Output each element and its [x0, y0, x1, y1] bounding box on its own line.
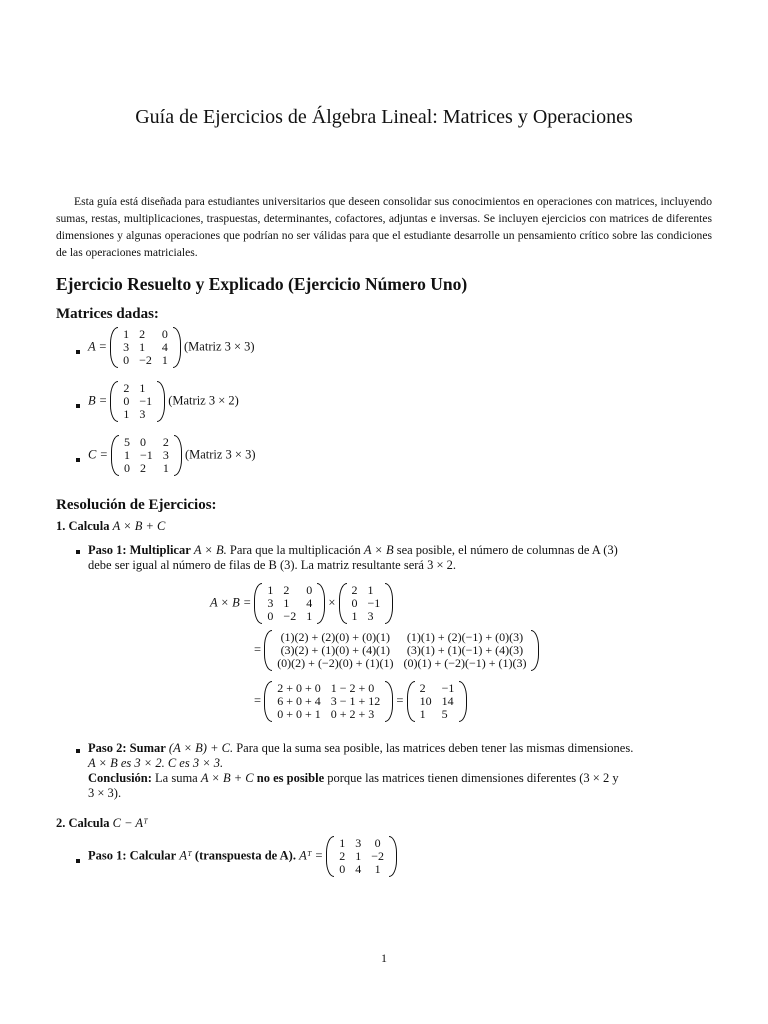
conclusion-line2: 3 × 3). [88, 786, 122, 800]
right-paren [385, 681, 393, 722]
matrix-cell: 1 [124, 448, 131, 462]
matrix-cell: 1 [419, 707, 426, 721]
matrix-a-label: A = [88, 339, 107, 354]
matrix-cell: 3 [123, 340, 130, 354]
bullet-icon [76, 749, 80, 753]
right-paren [174, 435, 182, 476]
left-paren [111, 435, 119, 476]
matrix-cell: −1 [367, 596, 381, 610]
eq-row-2 [254, 631, 539, 670]
matrix-cell: −2 [283, 609, 297, 623]
equals-sign: = [254, 693, 262, 708]
matrix-cell: 1 [161, 353, 168, 367]
matrix-cell: 1 [162, 461, 169, 475]
ex1-step2-line2: A × B es 3 × 2. C es 3 × 3. [88, 756, 224, 770]
exercise-1-expr: A × B + C [112, 519, 166, 533]
matrix-cell: 10 [419, 694, 432, 708]
matrix-c [111, 436, 182, 475]
matrix-c-note: (Matriz 3 × 3) [184, 447, 256, 462]
right-paren [157, 381, 165, 422]
matrix-cell: 1 [374, 862, 381, 876]
matrix-cell: 5 [441, 707, 448, 721]
equals-sign: = [396, 693, 404, 708]
matrix-cell: 1 [351, 609, 358, 623]
ex1-step2 [88, 741, 718, 801]
matrix-cell: 1 [367, 583, 374, 597]
ex1-step2-label: Paso 2: Sumar [88, 741, 166, 755]
conclusion-expr: A × B + C [200, 771, 254, 785]
matrix-cell: 0 [267, 609, 274, 623]
equals-sign: = [254, 642, 262, 657]
left-paren [264, 630, 272, 671]
left-paren [339, 583, 347, 624]
matrix-b-label: B = [88, 393, 108, 408]
matrix-cell: 0 [140, 435, 147, 449]
eq-lhs: A × B = [210, 595, 252, 610]
left-paren [264, 681, 272, 722]
matrix-b-item [88, 382, 239, 421]
ex2-lhs: Aᵀ = [299, 848, 324, 863]
matrix-cell: 1 [283, 596, 290, 610]
matrix-a-transpose [326, 837, 397, 876]
matrix-cell: 2 [162, 435, 169, 449]
right-paren [531, 630, 539, 671]
bullet-icon [76, 859, 80, 863]
matrix-cell: 2 [139, 327, 146, 341]
right-paren [385, 583, 393, 624]
matrix-c-label: C = [88, 447, 108, 462]
eq-row-3 [254, 682, 467, 721]
matrix-cell: 3 [267, 596, 274, 610]
exercise-2-expr: C − Aᵀ [112, 816, 148, 830]
eq-matrix-b [339, 584, 394, 623]
matrix-cell: 0 [123, 353, 130, 367]
ex1-step2-text: Para que la suma sea posible, las matrices deben tener las mismas dimensiones. [236, 741, 634, 755]
matrix-cell: 2 [123, 381, 130, 395]
matrix-b-note: (Matriz 3 × 2) [168, 393, 239, 408]
eq-matrix-a [254, 584, 325, 623]
matrix-cell: 4 [161, 340, 168, 354]
matrix-cell: 4 [355, 862, 362, 876]
page-number: 1 [381, 951, 387, 965]
ex2-step1-label: Paso 1: Calcular [88, 848, 177, 863]
ex1-step1-text-expr: A × B [363, 543, 394, 557]
matrix-cell: 2 [351, 583, 358, 597]
matrix-cell: 1 [123, 327, 130, 341]
conclusion-text-b: porque las matrices tienen dimensiones diferentes (3 × 2 y [327, 771, 619, 785]
matrix-cell: 2 [339, 849, 346, 863]
eq-matrix-expanded [264, 631, 539, 670]
bullet-icon [76, 458, 80, 462]
right-paren [317, 583, 325, 624]
matrix-cell: 0 + 0 + 1 [277, 707, 321, 721]
matrix-cell: 1 [355, 849, 362, 863]
ex2-step1 [88, 837, 397, 876]
left-paren [326, 836, 334, 877]
matrix-cell: 3 [367, 609, 374, 623]
matrix-cell: 1 − 2 + 0 [330, 681, 375, 695]
matrix-cell: (1)(1) + (2)(−1) + (0)(3) [406, 630, 524, 644]
right-paren [389, 836, 397, 877]
matrix-cell: (3)(1) + (1)(−1) + (4)(3) [406, 643, 524, 657]
matrix-cell: 0 [124, 461, 131, 475]
matrix-cell: (1)(2) + (2)(0) + (0)(1) [280, 630, 391, 644]
ex1-step1 [88, 543, 718, 573]
matrix-cell: 14 [441, 694, 454, 708]
ex1-step1-expr: A × B. [193, 543, 227, 557]
matrix-cell: 0 [161, 327, 168, 341]
right-paren [173, 327, 181, 368]
document-title: Guía de Ejercicios de Álgebra Lineal: Matrices y Operaciones [135, 106, 633, 128]
right-paren [459, 681, 467, 722]
matrix-a [110, 328, 181, 367]
resolution-heading: Resolución de Ejercicios: [56, 497, 217, 513]
matrix-cell: 1 [139, 340, 146, 354]
matrix-cell: 1 [139, 381, 146, 395]
left-paren [407, 681, 415, 722]
matrix-cell: 3 [355, 836, 362, 850]
matrix-a-item [88, 328, 255, 367]
section-title: Ejercicio Resuelto y Explicado (Ejercicio Número Uno) [56, 274, 468, 294]
matrix-cell: 0 [374, 836, 381, 850]
matrix-cell: 0 [123, 394, 130, 408]
matrix-cell: −1 [441, 681, 455, 695]
eq-matrix-summed [264, 682, 393, 721]
matrix-cell: 2 [419, 681, 426, 695]
matrix-cell: 0 [339, 862, 346, 876]
ex2-step1-expr: Aᵀ [179, 848, 192, 863]
conclusion-bold: no es posible [256, 771, 325, 785]
times-sign: × [328, 595, 336, 610]
ex2-step1-tail: (transpuesta de A). [194, 848, 296, 863]
matrix-cell: 6 + 0 + 4 [277, 694, 321, 708]
matrix-cell: −1 [139, 394, 153, 408]
matrix-cell: 0 + 2 + 3 [330, 707, 375, 721]
left-paren [110, 327, 118, 368]
matrix-cell: 3 [139, 407, 146, 421]
exercise-2-number: 2. Calcula [56, 816, 110, 830]
matrix-cell: 1 [339, 836, 346, 850]
ex1-step2-expr: (A × B) + C. [168, 741, 234, 755]
eq-matrix-result [407, 682, 468, 721]
ex1-step1-line2: debe ser igual al número de filas de B (3). La matriz resultante será 3 × 2. [88, 558, 457, 572]
matrix-cell: 1 [267, 583, 274, 597]
eq-row-1 [210, 584, 393, 623]
bullet-icon [76, 550, 80, 554]
matrix-cell: 4 [306, 596, 313, 610]
matrix-cell: 3 − 1 + 12 [330, 694, 381, 708]
ex1-step1-text: Para que la multiplicación [229, 543, 361, 557]
exercise-1-heading [56, 519, 165, 534]
matrix-cell: 2 [283, 583, 290, 597]
matrix-cell: 0 [351, 596, 358, 610]
matrix-cell: −1 [140, 448, 153, 462]
matrix-cell: (3)(2) + (1)(0) + (4)(1) [280, 643, 391, 657]
conclusion-text-a: La suma [155, 771, 198, 785]
conclusion-label: Conclusión: [88, 771, 152, 785]
matrix-cell: −2 [139, 353, 152, 367]
matrix-c-item [88, 436, 256, 475]
abstract-paragraph: Esta guía está diseñada para estudiantes universitarios que deseen consolidar sus conocimientos en operaciones con matrices, incluyendo sumas, restas, multiplicaciones, traspuestas, determinantes, cofactores, adjuntas e inversas. Se incluyen ejercicios con matrices de diferentes dimensiones y algunas operaciones que podrían no ser válidas para que el estudiante desarrolle un pensamiento crítico sobre las condiciones de las operaciones matriciales. [56, 195, 712, 259]
left-paren [110, 381, 118, 422]
matrix-cell: 5 [124, 435, 131, 449]
matrix-cell: 1 [306, 609, 313, 623]
ex1-step1-text-b: sea posible, el número de columnas de A (3) [396, 543, 618, 557]
matrix-cell: (0)(2) + (−2)(0) + (1)(1) [277, 656, 394, 670]
matrix-b [110, 382, 165, 421]
ex1-step1-label: Paso 1: Multiplicar [88, 543, 191, 557]
matrix-cell: 0 [306, 583, 313, 597]
exercise-1-number: 1. Calcula [56, 519, 110, 533]
left-paren [254, 583, 262, 624]
bullet-icon [76, 350, 80, 354]
exercise-2-heading [56, 816, 148, 831]
given-matrices-heading: Matrices dadas: [56, 306, 159, 322]
matrix-cell: (0)(1) + (−2)(−1) + (1)(3) [403, 656, 527, 670]
matrix-cell: 3 [162, 448, 169, 462]
matrix-a-note: (Matriz 3 × 3) [184, 339, 255, 354]
matrix-cell: −2 [371, 849, 385, 863]
matrix-cell: 2 + 0 + 0 [277, 681, 321, 695]
matrix-cell: 1 [123, 407, 130, 421]
bullet-icon [76, 404, 80, 408]
matrix-cell: 2 [140, 461, 147, 475]
